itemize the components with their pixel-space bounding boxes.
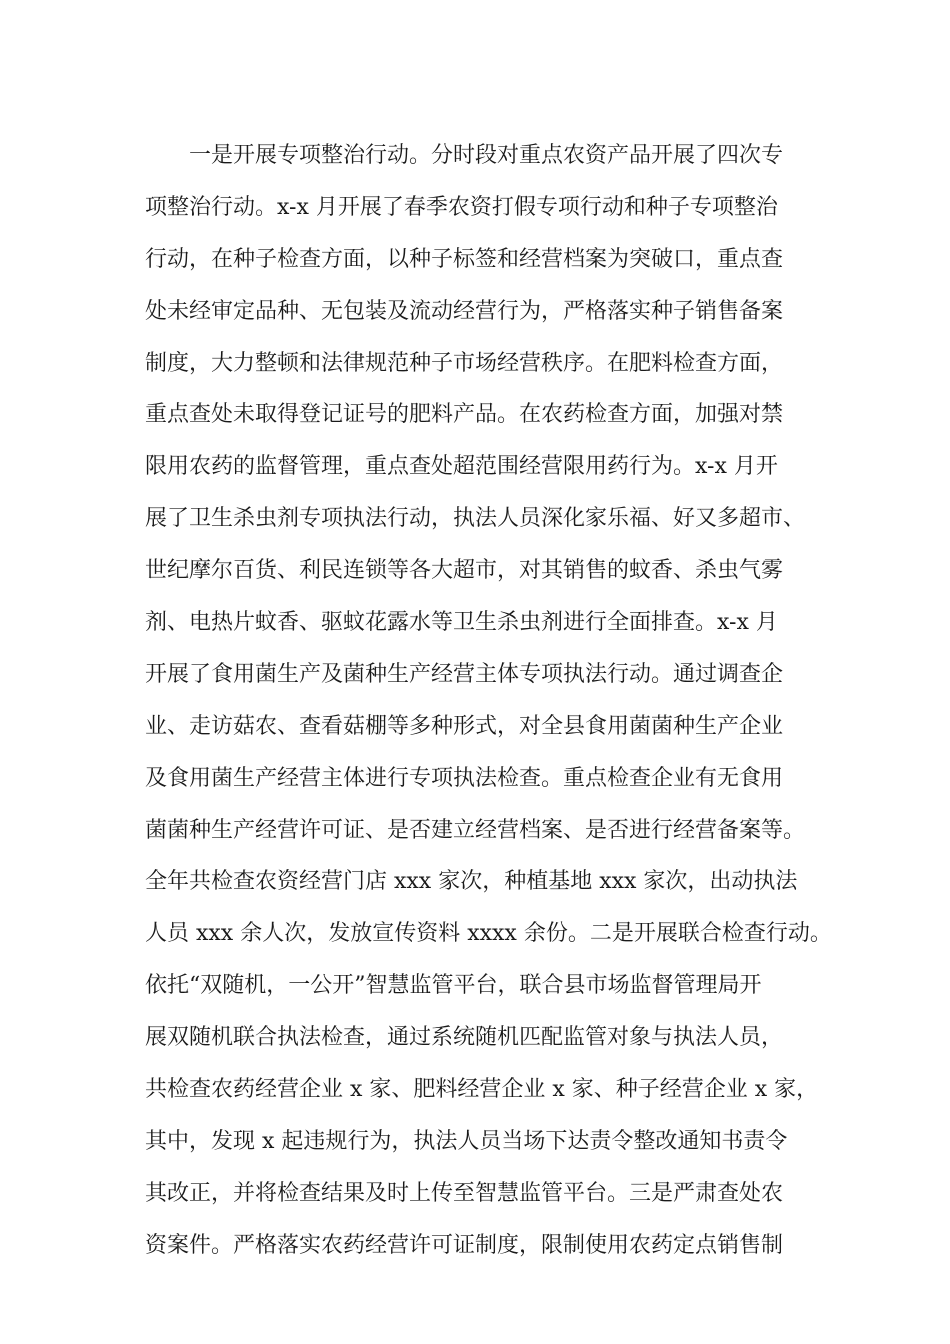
text-line: 展双随机联合执法检查，通过系统随机匹配监管对象与执法人员， — [145, 1025, 784, 1051]
text-line: 项整治行动。x-x 月开展了春季农资打假专项行动和种子专项整治 — [145, 194, 778, 220]
text-line: 菌菌种生产经营许可证、是否建立经营档案、是否进行经营备案等。 — [145, 817, 806, 843]
text-line: 其改正，并将检查结果及时上传至智慧监管平台。三是严肃查处农 — [145, 1180, 784, 1206]
body-paragraph — [145, 130, 835, 1272]
text-line: 展了卫生杀虫剂专项执法行动，执法人员深化家乐福、好又多超市、 — [145, 506, 806, 532]
text-line: 一是开展专项整治行动。分时段对重点农资产品开展了四次专 — [189, 143, 784, 168]
text-line: 人员 xxx 余人次，发放宣传资料 xxxx 余份。二是开展联合检查行动。 — [145, 921, 832, 947]
text-line: 开展了食用菌生产及菌种生产经营主体专项执法行动。通过调查企 — [145, 661, 784, 687]
text-line: 重点查处未取得登记证号的肥料产品。在农药检查方面，加强对禁 — [145, 402, 784, 428]
text-line: 世纪摩尔百货、利民连锁等各大超市，对其销售的蚊香、杀虫气雾 — [145, 558, 784, 584]
text-line: 依托“双随机，一公开”智慧监管平台，联合县市场监督管理局开 — [145, 973, 762, 999]
text-line: 全年共检查农资经营门店 xxx 家次，种植基地 xxx 家次，出动执法 — [145, 869, 798, 895]
text-line: 业、走访菇农、查看菇棚等多种形式，对全县食用菌菌种生产企业 — [145, 713, 784, 739]
text-line: 其中，发现 x 起违规行为，执法人员当场下达责令整改通知书责令 — [145, 1128, 788, 1154]
text-line: 及食用菌生产经营主体进行专项执法检查。重点检查企业有无食用 — [145, 765, 784, 791]
text-line: 剂、电热片蚊香、驱蚊花露水等卫生杀虫剂进行全面排查。x-x 月 — [145, 610, 778, 636]
text-line: 限用农药的监督管理，重点查处超范围经营限用药行为。x-x 月开 — [145, 454, 778, 480]
text-line: 行动，在种子检查方面，以种子标签和经营档案为突破口，重点查 — [145, 246, 784, 272]
text-line: 处未经审定品种、无包装及流动经营行为，严格落实种子销售备案 — [145, 298, 784, 324]
text-line: 资案件。严格落实农药经营许可证制度，限制使用农药定点销售制 — [145, 1232, 784, 1258]
text-line: 共检查农药经营企业 x 家、肥料经营企业 x 家、种子经营企业 x 家， — [145, 1077, 819, 1103]
text-line: 制度，大力整顿和法律规范种子市场经营秩序。在肥料检查方面， — [145, 350, 784, 376]
